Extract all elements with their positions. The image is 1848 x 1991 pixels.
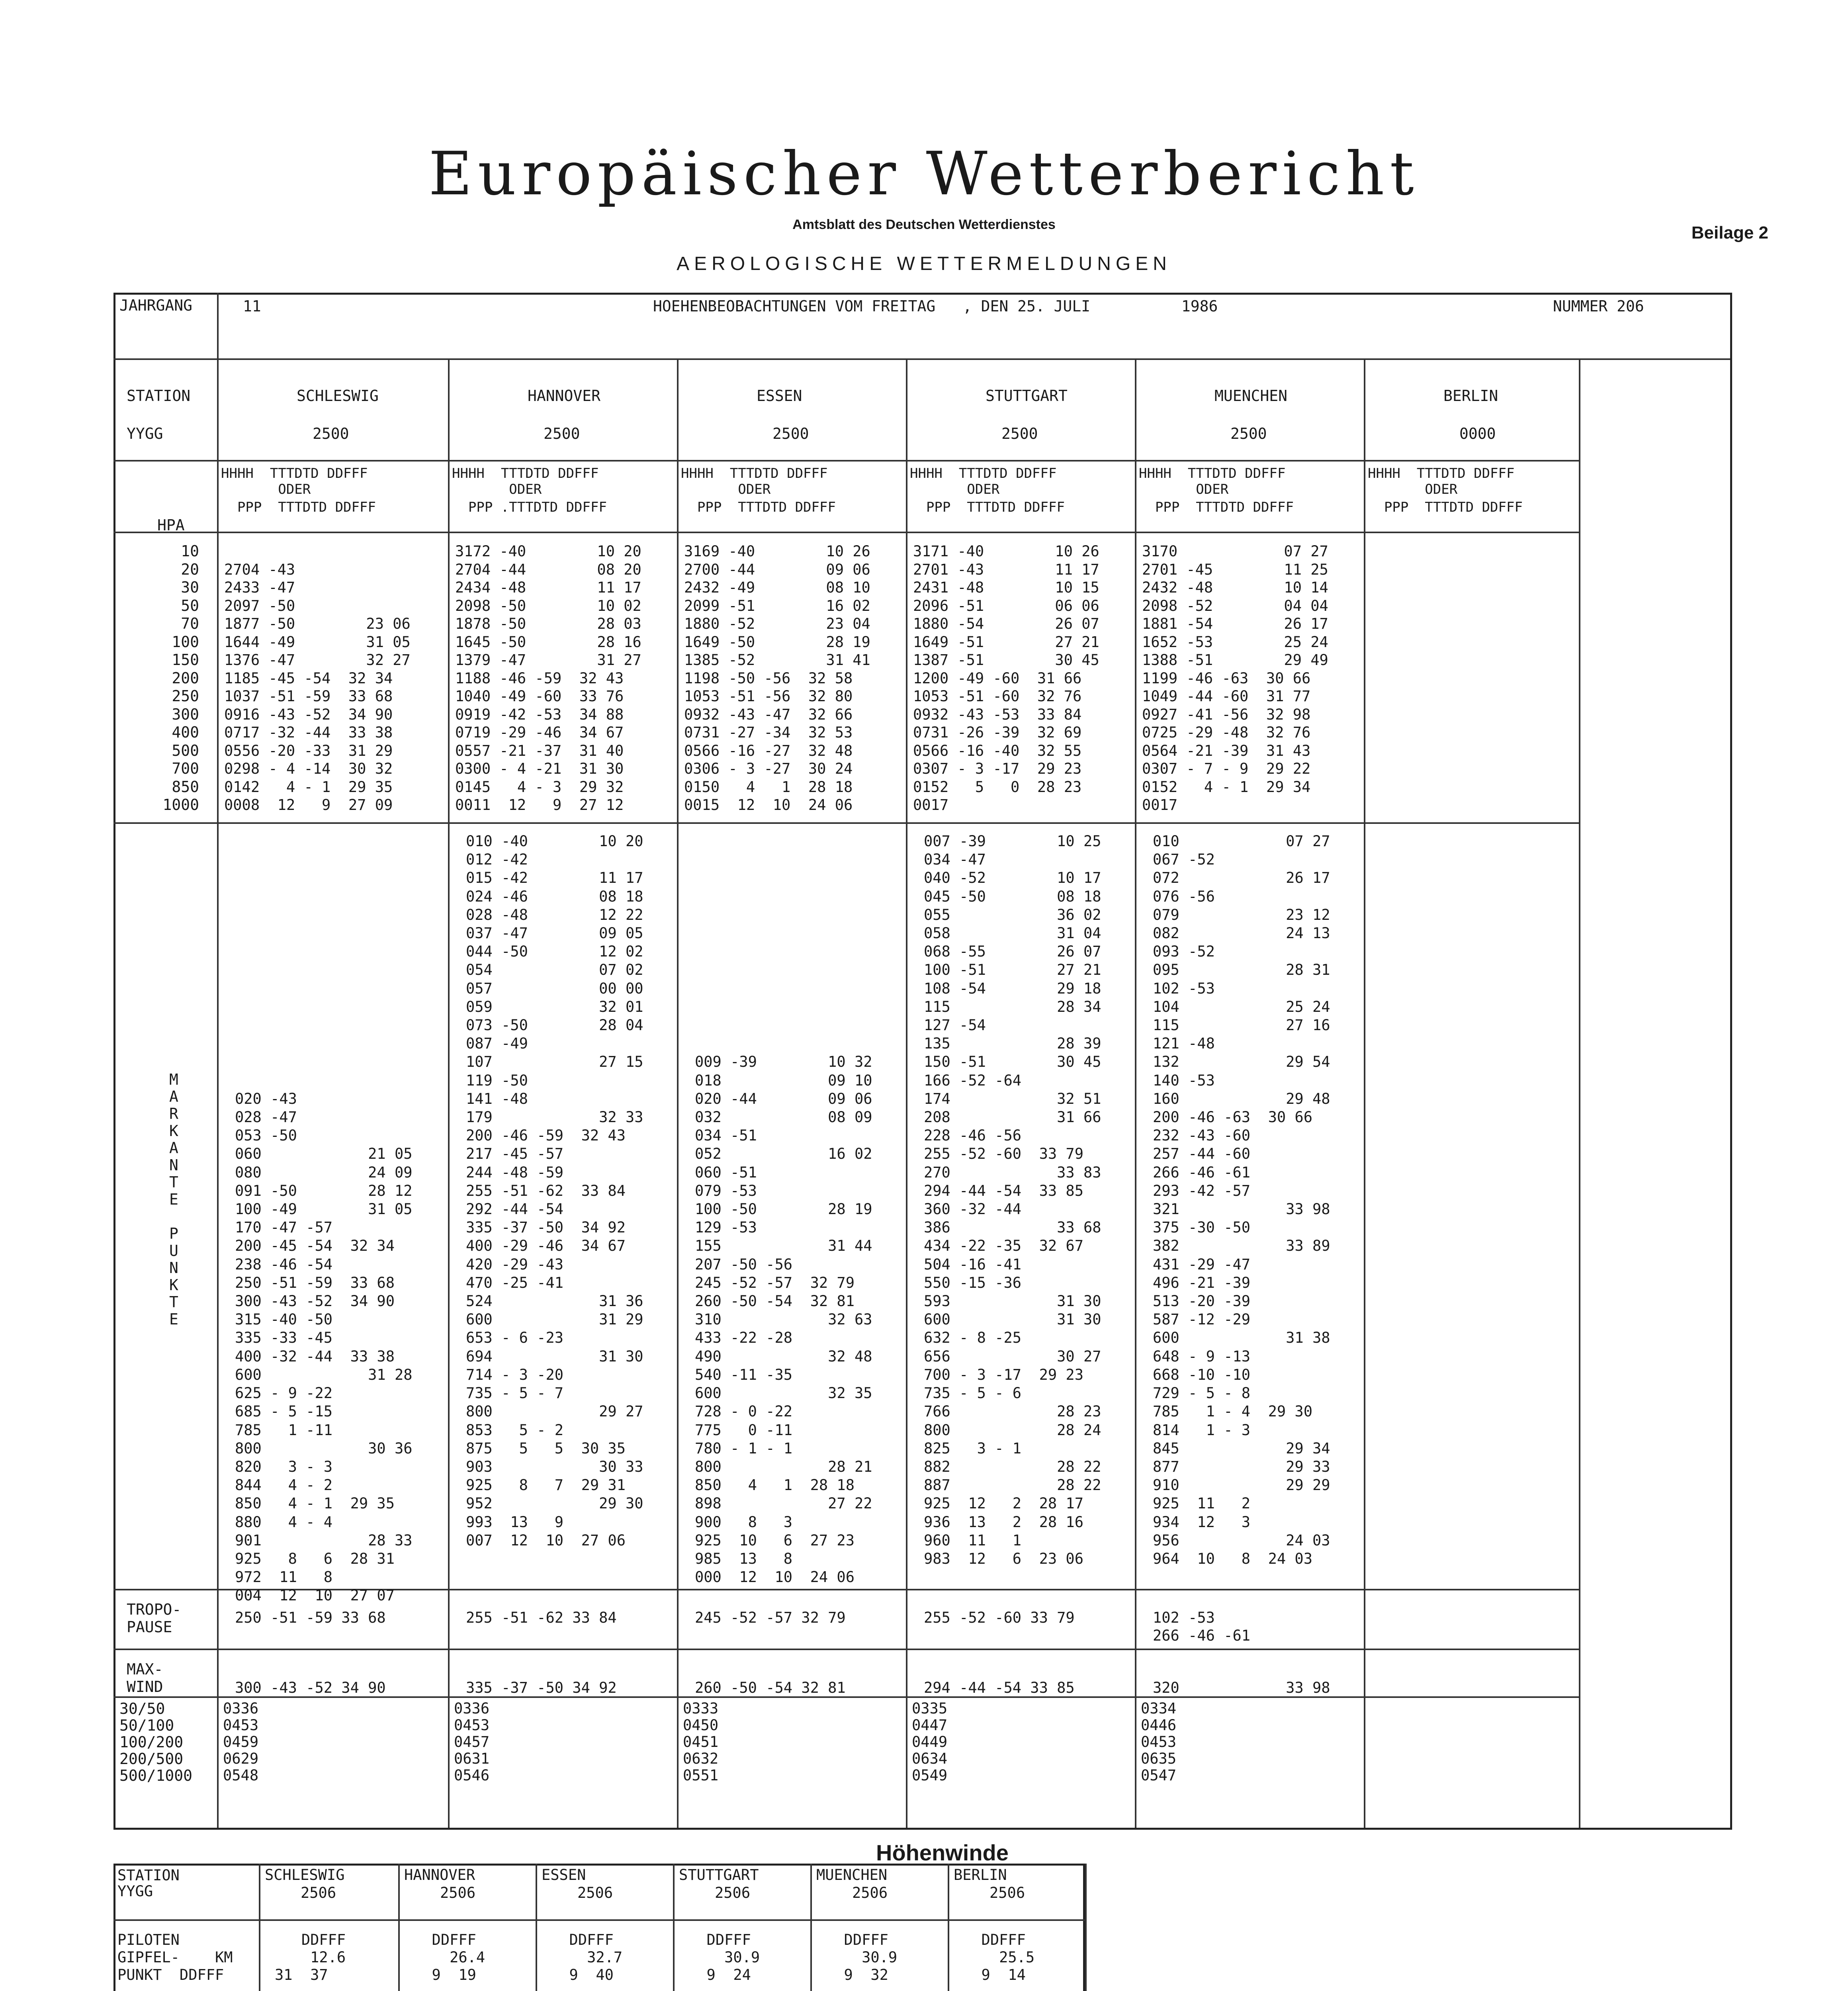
standard-levels: 3171 -40 10 26 2701 -43 11 17 2431 -48 10 15 2096 -51 06 06 1880 -54 26 07 1649 -51 27 21 1387 -51 30 45 1200 -49 -60 31 66 1053 -51 -60 32 76 0932 -43 -53 33 84 0731 -26 -39 32 69 0566 -16 -40 32 55 0307 - 3 -17 29 23 0152 5 0 28 23 0017 (913, 543, 1099, 814)
standard-levels: 3172 -40 10 20 2704 -44 08 20 2434 -48 11 17 2098 -50 10 02 1878 -50 28 03 1645 -50 28 16 1379 -47 31 27 1188 -46 -59 32 43 1040 -49 -60 33 76 0919 -42 -53 34 88 0719 -29 -46 34 67 0557 -21 -37 31 40 0300 - 4 -21 31 30 0145 4 - 3 29 32 0011 12 9 27 12 (455, 543, 641, 814)
winds-station-yygg: 2506 (440, 1884, 476, 1901)
station-yygg: 0000 (1459, 425, 1496, 442)
significant-levels: 010 07 27 067 -52 072 26 17 076 -56 079 23 12 082 24 13 093 -52 095 28 31 102 -53 104 25 24 115 27 16 121 -48 132 29 54 140 -53 160 29 48 200 -46 -63 30 66 232 -43 -60 257 -44 -60 266 -46 -61 293 -42 -57 321 33 98 375 -30 -50 382 33 89 431 -29 -47 496 -21 -39 513 -20 -39 587 -12 -29 600 31 38 648 - 9 -13 668 -10 -10 729 - 5 - 8 785 1 - 4 29 30 814 1 - 3 845 29 34 877 29 33 910 29 29 925 11 2 934 12 3 956 24 03 964 10 8 24 03 (1153, 833, 1330, 1567)
standard-levels: 3170 07 27 2701 -45 11 25 2432 -48 10 14 2098 -52 04 04 1881 -54 26 17 1652 -53 25 24 1388 -51 29 49 1199 -46 -63 30 66 1049 -44 -60 31 77 0927 -41 -56 32 98 0725 -29 -48 32 76 0564 -21 -39 31 43 0307 - 7 - 9 29 22 0152 4 - 1 29 34 0017 (1142, 543, 1328, 814)
winds-station-name: MUENCHEN (816, 1866, 888, 1883)
supplement-label: Beilage 2 (1691, 223, 1768, 243)
maxwind-value: 294 -44 -54 33 85 (924, 1679, 1075, 1696)
winds-pilot-label: PILOTEN GIPFEL- KM PUNKT DDFFF (117, 1931, 233, 1983)
winds-pilot-summit: DDFFF 26.4 9 19 (432, 1931, 485, 1983)
station-yygg: 2500 (1001, 425, 1038, 442)
winds-station-yygg: 2506 (990, 1884, 1025, 1901)
hpa-label: HPA (157, 516, 185, 534)
issue-number: NUMMER 206 (1553, 297, 1644, 315)
winds-station-name: STUTTGART (679, 1866, 759, 1883)
thickness-values: 0333 0450 0451 0632 0551 (683, 1700, 719, 1784)
significant-levels: 010 -40 10 20 012 -42 015 -42 11 17 024 -46 08 18 028 -48 12 22 037 -47 09 05 044 -50 12 02 054 07 02 057 00 00 059 32 01 073 -50 28 04 087 -49 107 27 15 119 -50 141 -48 179 32 33 200 -46 -59 32 43 217 -45 -57 244 -48 -59 255 -51 -62 33 84 292 -44 -54 335 -37 -50 34 92 400 -29 -46 34 67 420 -29 -43 470 -25 -41 524 31 36 600 31 29 653 - 6 -23 694 31 30 714 - 3 -20 735 - 5 - 7 800 29 27 853 5 - 2 875 5 5 30 35 903 30 33 925 8 7 29 31 952 29 30 993 13 9 007 12 10 27 06 (466, 833, 643, 1549)
station-yygg: 2500 (544, 425, 580, 442)
winds-station-yygg: 2506 (301, 1884, 336, 1901)
column-header: ODER (1368, 481, 1458, 497)
report-title: Europäischer Wetterbericht (428, 139, 1420, 209)
column-header: ODER (1139, 481, 1229, 497)
station-name: BERLIN (1443, 387, 1498, 405)
column-header: HHHH TTTDTD DDFFF (681, 465, 828, 481)
tropopause-value: 245 -52 -57 32 79 (695, 1609, 846, 1626)
tropopause-value: 250 -51 -59 33 68 (235, 1609, 386, 1626)
hpa-levels: 10 20 30 50 70 100 150 200 250 300 400 500 700 850 1000 (162, 542, 199, 814)
station-name: MUENCHEN (1214, 387, 1288, 405)
standard-levels: 2704 -43 2433 -47 2097 -50 1877 -50 23 06 1644 -49 31 05 1376 -47 32 27 1185 -45 -54 32 34 1037 -51 -59 33 68 0916 -43 -52 34 90 0717 -32 -44 33 38 0556 -20 -33 31 29 0298 - 4 -14 30 32 0142 4 - 1 29 35 0008 12 9 27 09 (224, 561, 411, 814)
column-header: PPP TTTDTD DDFFF (910, 499, 1065, 515)
thickness-values: 0336 0453 0457 0631 0546 (454, 1700, 490, 1784)
column-header: HHHH TTTDTD DDFFF (221, 465, 368, 481)
winds-station-yygg: 2506 (577, 1884, 613, 1901)
significant-levels: 020 -43 028 -47 053 -50 060 21 05 080 24 09 091 -50 28 12 100 -49 31 05 170 -47 -57 200 -45 -54 32 34 238 -46 -54 250 -51 -59 33 68 300 -43 -52 34 90 315 -40 -50 335 -33 -45 400 -32 -44 33 38 600 31 28 625 - 9 -22 685 - 5 -15 785 1 -11 800 30 36 820 3 - 3 844 4 - 2 850 4 - 1 29 35 880 4 - 4 901 28 33 925 8 6 28 31 972 11 8 004 12 10 27 07 (235, 1090, 413, 1604)
winds-pilot-summit: DDFFF 25.5 9 14 (981, 1931, 1035, 1983)
year-value: 11 (243, 297, 261, 315)
station-yygg: 2500 (313, 425, 349, 442)
tropopause-value: 102 -53 266 -46 -61 (1153, 1609, 1251, 1644)
thickness-values: 0335 0447 0449 0634 0549 (912, 1700, 948, 1784)
column-header: PPP TTTDTD DDFFF (681, 499, 836, 515)
section-title: AEROLOGISCHE WETTERMELDUNGEN (677, 253, 1171, 274)
tropopause-label: TROPO- PAUSE (127, 1601, 182, 1636)
report-subtitle: Amtsblatt des Deutschen Wetterdienstes (792, 217, 1056, 232)
winds-station-label: STATION YYGG (117, 1867, 180, 1900)
column-header: ODER (452, 481, 542, 497)
winds-station-name: SCHLESWIG (265, 1866, 345, 1883)
winds-pilot-summit: DDFFF 30.9 9 24 (706, 1931, 760, 1983)
significant-levels: 009 -39 10 32 018 09 10 020 -44 09 06 032 08 09 034 -51 052 16 02 060 -51 079 -53 100 -50 28 19 129 -53 155 31 44 207 -50 -56 245 -52 -57 32 79 260 -50 -54 32 81 310 32 63 433 -22 -28 490 32 48 540 -11 -35 600 32 35 728 - 0 -22 775 0 -11 780 - 1 - 1 800 28 21 850 4 1 28 18 898 27 22 900 8 3 925 10 6 27 23 985 13 8 000 12 10 24 06 (695, 1053, 872, 1586)
maxwind-value: 335 -37 -50 34 92 (466, 1679, 617, 1696)
column-header: PPP TTTDTD DDFFF (1139, 499, 1294, 515)
tropopause-value: 255 -51 -62 33 84 (466, 1609, 617, 1626)
yygg-label: YYGG (127, 425, 163, 442)
station-name: HANNOVER (528, 387, 601, 405)
winds-station-yygg: 2506 (852, 1884, 888, 1901)
station-label: STATION (127, 387, 191, 405)
station-yygg: 2500 (1230, 425, 1267, 442)
maxwind-value: 260 -50 -54 32 81 (695, 1679, 846, 1696)
column-header: ODER (910, 481, 1000, 497)
winds-station-name: ESSEN (542, 1866, 586, 1883)
column-header: PPP .TTTDTD DDFFF (452, 499, 607, 515)
year-label: JAHRGANG (119, 297, 193, 314)
column-header: ODER (681, 481, 771, 497)
maxwind-label: MAX- WIND (127, 1660, 163, 1696)
column-header: HHHH TTTDTD DDFFF (910, 465, 1057, 481)
upper-winds-title: Höhenwinde (876, 1840, 1009, 1865)
station-yygg: 2500 (772, 425, 809, 442)
maxwind-value: 320 33 98 (1153, 1679, 1330, 1696)
significant-levels: 007 -39 10 25 034 -47 040 -52 10 17 045 -50 08 18 055 36 02 058 31 04 068 -55 26 07 100 -51 27 21 108 -54 29 18 115 28 34 127 -54 135 28 39 150 -51 30 45 166 -52 -64 174 32 51 208 31 66 228 -46 -56 255 -52 -60 33 79 270 33 83 294 -44 -54 33 85 360 -32 -44 386 33 68 434 -22 -35 32 67 504 -16 -41 550 -15 -36 593 31 30 600 31 30 632 - 8 -25 656 30 27 700 - 3 -17 29 23 735 - 5 - 6 766 28 23 800 28 24 825 3 - 1 882 28 22 887 28 22 925 12 2 28 17 936 13 2 28 16 960 11 1 983 12 6 23 06 (924, 833, 1101, 1567)
maxwind-value: 300 -43 -52 34 90 (235, 1679, 386, 1696)
winds-pilot-summit: DDFFF 32.7 9 40 (569, 1931, 623, 1983)
station-name: SCHLESWIG (297, 387, 379, 405)
winds-pilot-summit: DDFFF 30.9 9 32 (844, 1931, 898, 1983)
tropopause-value: 255 -52 -60 33 79 (924, 1609, 1075, 1626)
thickness-values: 0334 0446 0453 0635 0547 (1141, 1700, 1177, 1784)
column-header: PPP TTTDTD DDFFF (221, 499, 376, 515)
winds-station-yygg: 2506 (715, 1884, 751, 1901)
thickness-values: 0336 0453 0459 0629 0548 (223, 1700, 259, 1784)
winds-pilot-summit: DDFFF 12.6 31 37 (275, 1931, 346, 1983)
column-header: HHHH TTTDTD DDFFF (1139, 465, 1286, 481)
station-name: STUTTGART (986, 387, 1068, 405)
column-header: HHHH TTTDTD DDFFF (452, 465, 599, 481)
marked-points-label: M A R K A N T E P U N K T E (169, 1071, 178, 1328)
thickness-labels: 30/50 50/100 100/200 200/500 500/1000 (119, 1700, 193, 1784)
column-header: HHHH TTTDTD DDFFF (1368, 465, 1515, 481)
station-name: ESSEN (757, 387, 802, 405)
winds-station-name: HANNOVER (404, 1866, 475, 1883)
observation-heading: HOEHENBEOBACHTUNGEN VOM FREITAG , DEN 25. JULI 1986 (653, 297, 1218, 315)
winds-station-name: BERLIN (954, 1866, 1007, 1883)
column-header: ODER (221, 481, 311, 497)
standard-levels: 3169 -40 10 26 2700 -44 09 06 2432 -49 08 10 2099 -51 16 02 1880 -52 23 04 1649 -50 28 19 1385 -52 31 41 1198 -50 -56 32 58 1053 -51 -56 32 80 0932 -43 -47 32 66 0731 -27 -34 32 53 0566 -16 -27 32 48 0306 - 3 -27 30 24 0150 4 1 28 18 0015 12 10 24 06 (684, 543, 870, 814)
column-header: PPP TTTDTD DDFFF (1368, 499, 1523, 515)
